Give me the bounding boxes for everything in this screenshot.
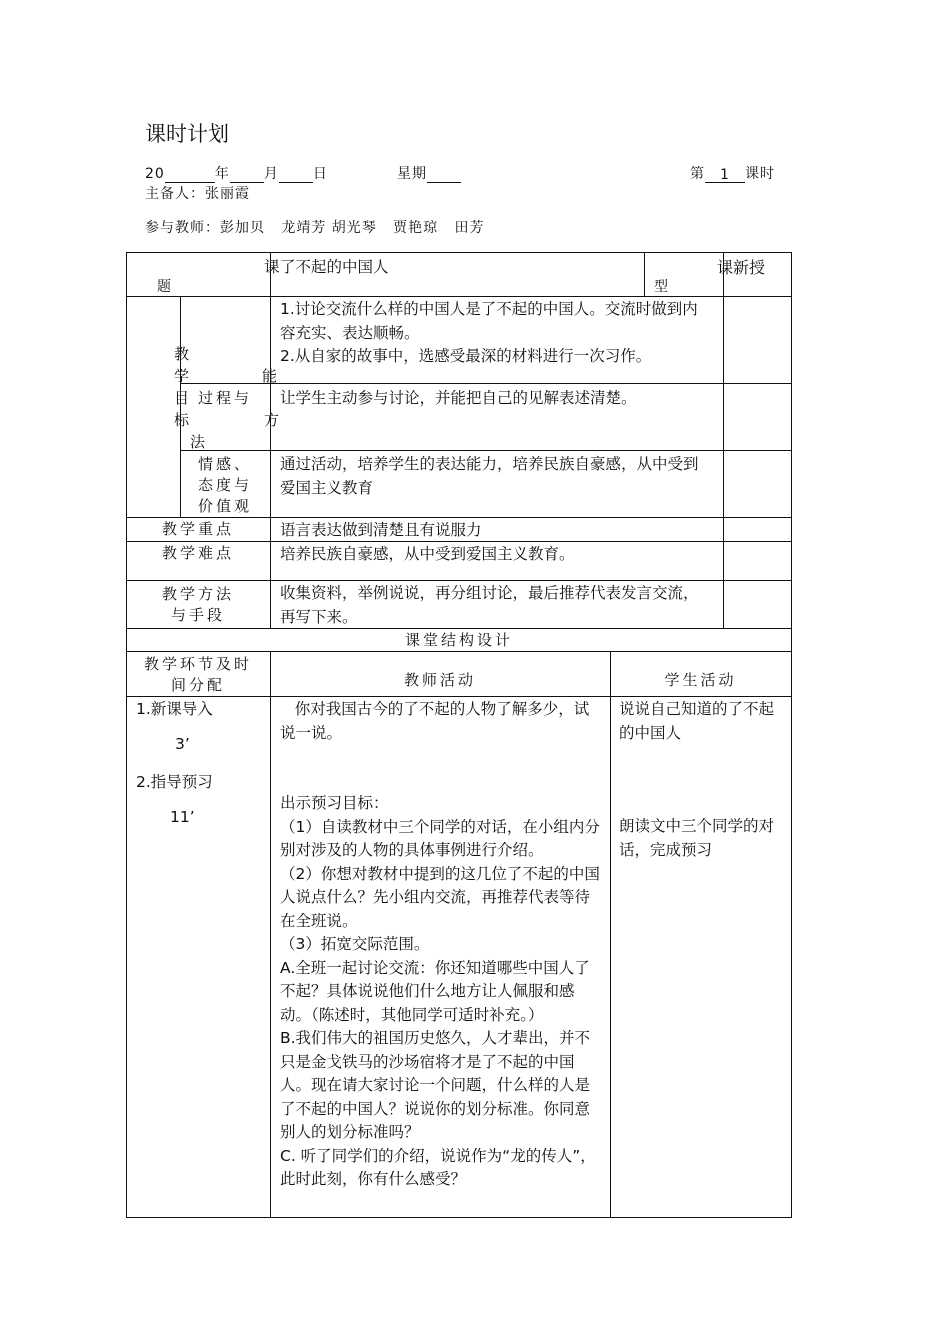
type-value: 新授 [733, 258, 766, 277]
date-line [145, 163, 328, 183]
process-method-label: 过程与 [198, 389, 253, 407]
month-label: 月 [263, 166, 279, 182]
lesson-number: 1 [705, 167, 745, 183]
year-label: 年 [214, 166, 230, 182]
step-1-time: 3’ [175, 735, 190, 753]
day-blank [279, 167, 313, 183]
emotion-objective: 通过活动，培养学生的表达能力，培养民族自豪感，从中受到爱国主义教育 [280, 455, 699, 497]
column-teacher-header: 教师活动 [403, 671, 476, 689]
type-label-b: 型 [654, 279, 668, 295]
year-blank [165, 167, 215, 183]
objective-label-3: 目 [174, 389, 193, 407]
lesson-suffix: 课时 [745, 166, 775, 182]
key-point-label: 教学重点 [161, 520, 234, 538]
student-activity-2: 朗读文中三个同学的对话，完成预习 [619, 817, 775, 859]
teaching-method-label: 教学方法 与手段 [161, 585, 234, 624]
year-prefix: 20 [145, 166, 165, 182]
page-title: 课时计划 [145, 122, 229, 146]
key-point-text: 语言表达做到清楚且有说服力 [280, 521, 482, 539]
teaching-method-text: 收集资料，举例说说，再分组讨论，最后推荐代表发言交流，再写下来。 [280, 584, 699, 626]
topic-label-a: 课 [264, 258, 280, 276]
topic-label-b: 题 [157, 279, 171, 295]
knowledge-objective: 1.讨论交流什么样的中国人是了不起的中国人。交流时做到内容充实、表达顺畅。 2.从自家的故事中，选感受最深的材料进行一次习作。 [280, 300, 698, 365]
preparer: 主备人：张丽霞 [145, 186, 250, 202]
type-label-a: 课 [717, 258, 734, 277]
day-label: 日 [312, 166, 328, 182]
step-2-label: 2.指导预习 [136, 773, 213, 791]
column-stage-header: 教学环节及时 间分配 [143, 655, 252, 694]
objective-label-4: 标 [174, 411, 193, 429]
weekday-label: 星期 [397, 166, 427, 182]
step-1-label: 1.新课导入 [136, 700, 213, 718]
column-student-header: 学生活动 [664, 671, 737, 689]
objective-label-2: 学 [174, 367, 193, 385]
student-activity-1: 说说自己知道的了不起的中国人 [619, 700, 775, 742]
lesson-prefix: 第 [690, 166, 705, 182]
difficulty-text: 培养民族自豪感，从中受到爱国主义教育。 [280, 545, 575, 563]
process-method-label-3: 法 [190, 433, 209, 451]
emotion-label: 情感、 态度与 价值观 [198, 455, 253, 515]
ability-char: 能 [262, 367, 281, 385]
structure-title: 课堂结构设计 [404, 631, 513, 649]
month-blank [230, 167, 264, 183]
objective-label-1: 教 [174, 345, 193, 363]
difficulty-label: 教学难点 [161, 544, 234, 562]
topic-value: 了不起的中国人 [280, 258, 389, 276]
step-2-time: 11’ [170, 808, 195, 826]
process-method-label-2: 方 [264, 411, 283, 429]
teacher-activity-text: 你对我国古今的了不起的人物了解多少，试说一说。 出示预习目标： （1）自读教材中三个同学的对话，在小组内分别对涉及的人物的具体事例进行介绍。 （2）你想对教材中提到的这几位了不起的中国人说点什么？先小组内交流，再推荐代表等待在全班说。 （3）拓宽交际范围。 A.全班一起讨论交流：你还知道哪些中国人了不起？具体说说他们什么地方让人佩服和感动。（陈述时，其他同学可适时补充。） B.我们伟大的祖国历史悠久，人才辈出，并不只是金戈铁马的沙场宿将才是了不起的中国人。现在请大家讨论一个问题，什么样的人是了不起的中国人？说说你的划分标准。你同意别人的划分标准吗？ C. 听了同学们的介绍，说说作为“龙的传人”， 此时此刻，你有什么感受？ [280, 700, 600, 1188]
participating-teachers: 参与教师：彭加贝 龙靖芳 胡光琴 贾艳琼 田芳 [145, 220, 485, 236]
weekday-line [397, 163, 461, 183]
process-objective: 让学生主动参与讨论，并能把自己的见解表述清楚。 [280, 389, 637, 407]
weekday-blank [427, 167, 461, 183]
lesson-line [690, 163, 775, 183]
